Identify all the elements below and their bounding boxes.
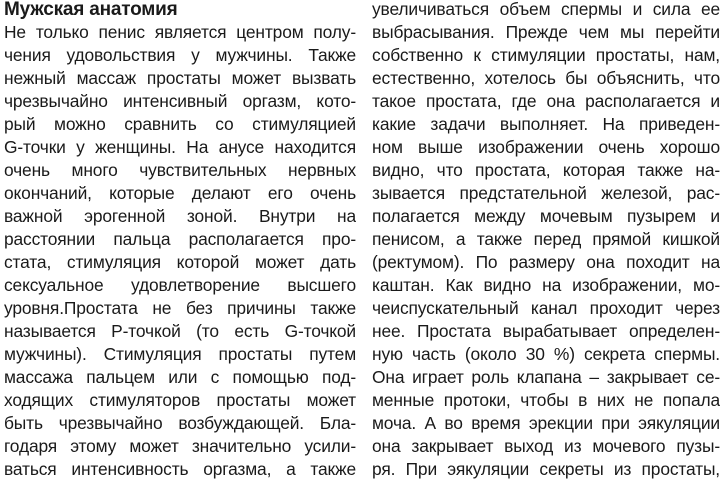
- text-line: ную часть (около 30 %) секрета спермы.: [372, 344, 720, 364]
- text-line: ходящих стимуляторов простаты может: [4, 390, 356, 410]
- text-line: такое простата, где она располагается и: [372, 91, 720, 111]
- text-line: ном выше изображении очень хорошо: [372, 137, 720, 157]
- text-line: какие задачи выполняет. На приведен-: [372, 114, 720, 134]
- text-line: моча. А во время эрекции при эякуляции: [372, 413, 720, 433]
- text-line: быть чрезвычайно возбуждающей. Бла-: [4, 413, 356, 433]
- text-line: (ректумом). По размеру она походит на: [372, 252, 720, 272]
- text-line: полагается между мочевым пузырем и: [372, 206, 720, 226]
- text-line: уровня.Простата не без причины также: [4, 298, 356, 318]
- text-line: G-точки у женщины. На анусе находится: [4, 137, 356, 157]
- text-line: важной эрогенной зоной. Внутри на: [4, 206, 356, 226]
- text-line: нежный массаж простаты может вызвать: [4, 68, 356, 88]
- text-line: увеличиваться объем спермы и сила ее: [372, 0, 720, 19]
- right-column: [372, 0, 720, 495]
- text-line: расстоянии пальца располагается про-: [4, 229, 356, 249]
- text-line: выбрасывания. Прежде чем мы перейти: [372, 22, 720, 42]
- text-line: каштан. Как видно на изображении, мо-: [372, 275, 720, 295]
- text-line: годаря этому может значительно усили-: [4, 436, 356, 456]
- text-line: рый можно сравнить со стимуляцией: [4, 114, 356, 134]
- text-line: собственно к стимуляции простаты, нам,: [372, 45, 720, 65]
- text-line: она закрывает выход из мочевого пузы-: [372, 436, 720, 456]
- text-line: менные протоки, чтобы в них не попала: [372, 390, 720, 410]
- text-line: очень много чувствительных нервных: [4, 160, 356, 180]
- text-line: чеиспускательный канал проходит через: [372, 298, 720, 318]
- text-line: окончаний, которые делают его очень: [4, 183, 356, 203]
- text-line: Не только пенис является центром полу-: [4, 22, 356, 42]
- text-line: стата, стимуляция которой может дать: [4, 252, 356, 272]
- text-line: Она играет роль клапана – закрывает се-: [372, 367, 720, 387]
- text-line: сексуальное удовлетворение высшего: [4, 275, 356, 295]
- text-line: пенисом, а также перед прямой кишкой: [372, 229, 720, 249]
- text-line: зывается предстательной железой, рас-: [372, 183, 720, 203]
- text-line: мужчины). Стимуляция простаты путем: [4, 344, 356, 364]
- text-line: нее. Простата вырабатывает определен-: [372, 321, 720, 341]
- text-line: называется Р-точкой (то есть G-точкой: [4, 321, 356, 341]
- text-line: чрезвычайно интенсивный оргазм, кото-: [4, 91, 356, 111]
- text-line: естественно, хотелось бы объяснить, что: [372, 68, 720, 88]
- text-line: ваться интенсивность оргазма, а также: [4, 459, 356, 479]
- left-column: [4, 0, 356, 495]
- text-line: видно, что простата, которая также на-: [372, 160, 720, 180]
- text-line: массажа пальцем или с помощью под-: [4, 367, 356, 387]
- text-line: ря. При эякуляции секреты из простаты,: [372, 459, 720, 479]
- text-line: чения удовольствия у мужчины. Также: [4, 45, 356, 65]
- article-heading: Мужская анатомия: [4, 0, 178, 20]
